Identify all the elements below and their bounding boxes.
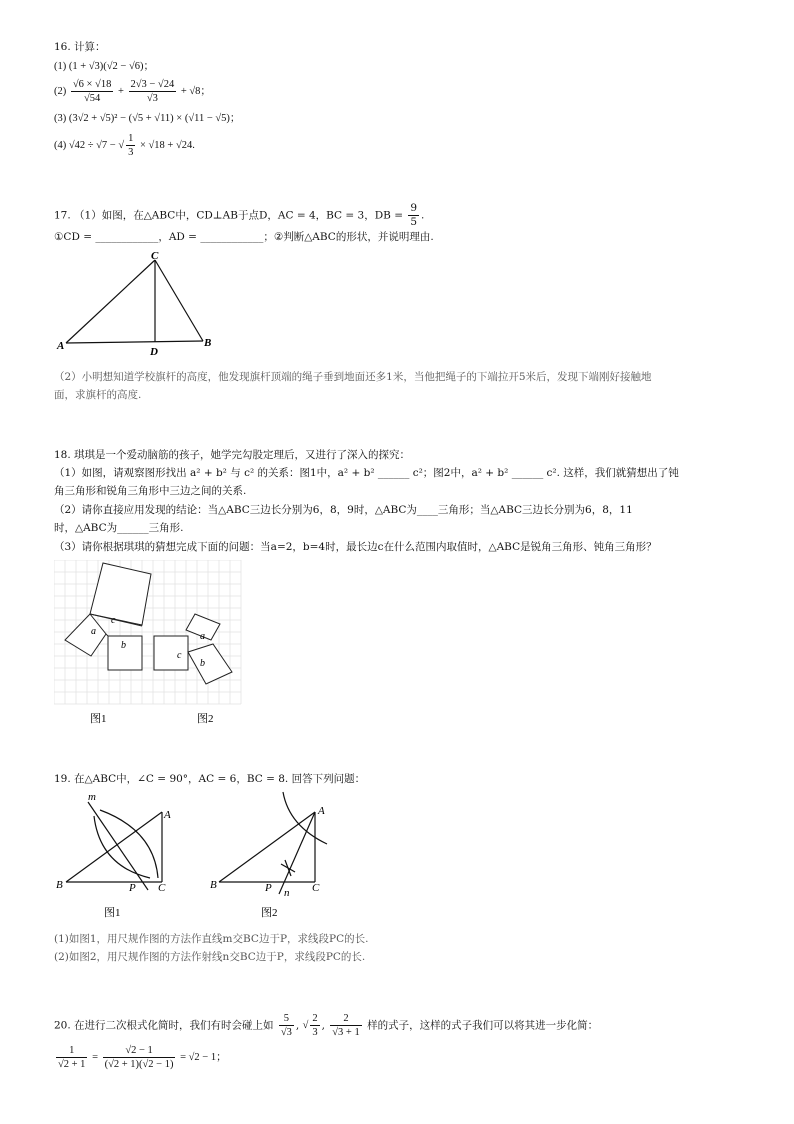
q17-part2-line1: （2）小明想知道学校旗杆的高度，他发现旗杆顶端的绳子垂到地面还多1米，当他把绳子的下端拉开5米后，发现下端刚好接触地 [54, 371, 652, 383]
q16-part4: (4) √42 ÷ √7 − √ $\frac{1}{3}$ × √18 + √24. [54, 133, 195, 158]
q16-header: 16. 计算： [54, 41, 106, 53]
q17-part2-line2: 面，求旗杆的高度. [54, 389, 142, 401]
q16-part3: (3) (3√2 + √5)² − (√5 + √11) × (√11 − √5)； [54, 113, 241, 124]
q19-figure1 [54, 790, 184, 920]
q16-part2-label: (2) [54, 85, 67, 97]
q19-fig1-label-p: P [129, 882, 136, 894]
q17-label-b: B [204, 337, 212, 349]
q16-part1: (1) (1 + √3)(√2 − √6)； [54, 61, 154, 72]
q18-line2: （1）如图，请观察图形找出 a² + b² 与 c² 的关系：图1中，a² + b² ______ c²；图2中，a² + b² ______ c². 这样，我们就猜想出了钝 [54, 467, 679, 479]
q19-fig2-caption: 图2 [261, 907, 278, 919]
q19-fig2-label-a: A [318, 805, 325, 817]
q17-line2: ①CD = ____________，AD = ____________；②判断△ABC的形状，并说明理由. [54, 231, 434, 243]
q20-eq-left-fraction: $\frac{1}{√2 + 1}$ [58, 1045, 86, 1070]
q20-example-1: $\frac{5}{√3}$ [280, 1013, 292, 1038]
q19-fig2-label-n: n [284, 887, 290, 899]
q18-fig2-label-c: c [177, 650, 182, 661]
q20-example-3: $\frac{2}{√3 + 1}$ [332, 1013, 360, 1038]
q17-label-d: D [150, 346, 158, 358]
q16-part4-fraction: $\frac{1}{3}$ [128, 133, 134, 158]
q18-fig1-label-a: a [91, 626, 96, 637]
q18-line6: （3）请你根据琪琪的猜想完成下面的问题：当a=2，b=4时，最长边c在什么范围内取值时，△ABC是锐角三角形、钝角三角形？ [54, 541, 657, 553]
q16-part2-tail: + √8； [180, 85, 211, 97]
q19-fig1-label-m: m [88, 791, 96, 803]
q18-fig2-caption: 图2 [197, 713, 214, 725]
q18-figure1 [65, 563, 151, 670]
q19-part1: (1)如图1，用尺规作图的方法作直线m交BC边于P，求线段PC的长. [54, 933, 369, 945]
q16-part2-fraction-1: $\frac{√6 \times √18}{√54}$ [72, 79, 112, 104]
q16-part2-fraction-2: $\frac{2√3 - √24}{√3}$ [130, 79, 175, 104]
q20-eq-sign: = [92, 1051, 98, 1063]
q19-header: 19. 在△ABC中，∠C = 90°，AC = 6，BC = 8. 回答下列问题： [54, 773, 366, 785]
q18-fig1-label-c: c [111, 615, 116, 626]
q19-fig2-label-b: B [210, 879, 217, 891]
q20-eq-middle-fraction: $\frac{√2 - 1}{(√2 + 1)(√2 - 1)}$ [104, 1045, 174, 1070]
q19-fig1-label-c: C [158, 882, 166, 894]
q19-fig1-label-a: A [164, 809, 171, 821]
q19-fig2-label-p: P [265, 882, 272, 894]
q19-fig1-caption: 图1 [104, 907, 121, 919]
q17-header: 17. （1）如图，在△ABC中，CD⊥AB于点D，AC = 4，BC = 3，DB = $\frac{9}{5}$ . [54, 202, 425, 228]
q20-example-2: $\frac{2}{3}$ [312, 1013, 318, 1038]
q16-part4-head: (4) √42 ÷ √7 − [54, 139, 116, 151]
q17-db-fraction: $\frac{9}{5}$ [410, 202, 418, 228]
q18-fig1-label-b: b [121, 640, 126, 651]
q18-line1: 18. 琪琪是一个爱动脑筋的孩子，她学完勾股定理后，又进行了深入的探究： [54, 449, 411, 461]
q18-fig2-label-a: a [200, 631, 205, 642]
q16-part2-plus: + [117, 85, 124, 97]
q19-figure2 [205, 790, 345, 920]
q20-intro-tail: 样的式子，这样的式子我们可以将其进一步化简： [367, 1019, 599, 1032]
q18-fig1-caption: 图1 [90, 713, 107, 725]
q18-figure2 [154, 614, 232, 684]
q19-fig2-label-c: C [312, 882, 320, 894]
q18-fig2-label-b: b [200, 658, 205, 669]
q19-fig1-label-b: B [56, 879, 63, 891]
q16-part2 [54, 78, 211, 105]
q18-figures [54, 560, 244, 732]
q16-part4-tail: × √18 + √24. [139, 139, 195, 151]
q18-line4: （2）请你直接应用发现的结论：当△ABC三边长分别为6，8，9时，△ABC为____三角形；当△ABC三边长分别为6，8，11 [54, 504, 633, 516]
q18-line3: 角三角形和锐角三角形中三边之间的关系. [54, 485, 247, 497]
q20-intro: 20. 在进行二次根式化简时，我们有时会碰上如 $\frac{5}{√3}$ , √ $\frac{2}{3}$ , $\frac{2}{√3 + 1}$ 样的式子，这样的式子我们可以将其进一步化简： [54, 1013, 599, 1038]
q18-line5: 时，△ABC为______三角形. [54, 522, 184, 534]
q17-label-a: A [57, 340, 65, 352]
q17-triangle-figure [54, 250, 224, 360]
q20-eq-result: = √2 − 1； [180, 1051, 227, 1063]
q20-example-simplification [54, 1044, 227, 1071]
q20-intro-head: 20. 在进行二次根式化简时，我们有时会碰上如 [54, 1019, 274, 1032]
q17-label-c: C [151, 250, 159, 262]
q19-part2: (2)如图2，用尺规作图的方法作射线n交BC边于P，求线段PC的长. [54, 951, 366, 963]
q17-header-text: 17. （1）如图，在△ABC中，CD⊥AB于点D，AC = 4，BC = 3，DB = [54, 209, 404, 222]
